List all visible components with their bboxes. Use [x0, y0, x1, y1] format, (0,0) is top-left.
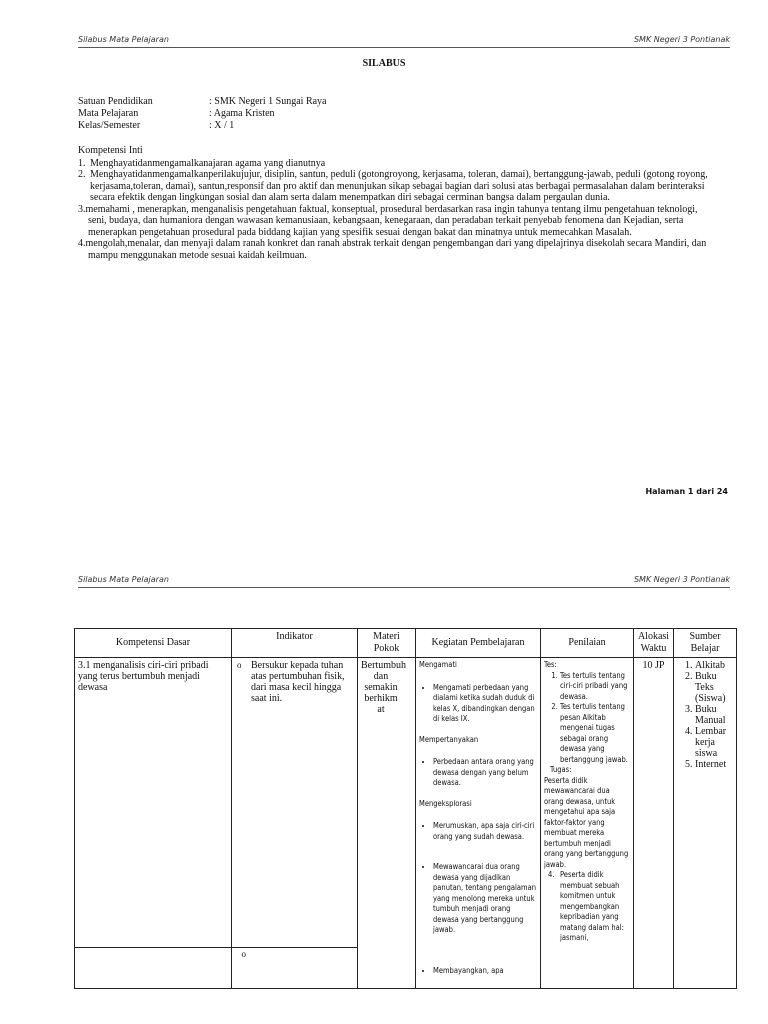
assessment-heading: Tugas: [550, 765, 572, 774]
header-left: Silabus Mata Pelajaran [78, 575, 169, 584]
assessment-text: Peserta didik mewawancarai dua orang dewasa, untuk mengetahui apa saja faktor-faktor yang membuat mereka bertumbuh menjadi orang yang bertanggung jawab. [544, 775, 629, 869]
ki-item [78, 169, 718, 204]
kd-cell [75, 658, 232, 989]
list-item: • Mengamati perbedaan yang dialami ketika sudah duduk di kelas X, dibandingkan dengan di kelas IX. [433, 683, 537, 725]
meta-key: Mata Pelajaran [78, 108, 139, 119]
indikator-cell [232, 658, 358, 989]
list-item: • Membayangkan, apa [433, 966, 537, 977]
syllabus-table [74, 628, 737, 989]
list-item: 1. Alkitab [695, 660, 733, 671]
meta-value: : Agama Kristen [209, 108, 275, 119]
activity-heading: Mempertanyakan [419, 734, 479, 744]
kegiatan-cell [416, 658, 541, 989]
penilaian-cell [541, 658, 634, 989]
ki-text: Menghayatidanmengamalkanperilakujujur, disiplin, santun, peduli (gotongroyong, kerjasama, toleran, damai), bertanggung-jawab, peduli (gotong royong, kerjasama,toleran, damai), santun,responsif dan pro aktif dan menunjukan sikap sebagai bagian dari solusi atas berbagai permasalahan dalam berinteraksi secara efektik dengan lingkungan sosial dan alam serta dalam menempatkan diri sebagai cerminan bangsa dalam pergaulan dunia. [90, 169, 708, 203]
kompetensi-inti [78, 145, 718, 261]
list-item: 4. Lembar kerja siswa [695, 726, 733, 759]
materi-text: Bertumbuh dan semakin berhikm at [361, 660, 406, 715]
kd-text: 3.1 menganalisis ciri-ciri pribadi yang terus bertumbuh menjadi dewasa [78, 660, 209, 693]
circle-bullet-icon: o [237, 660, 242, 670]
page-number: Halaman 1 dari 24 [645, 487, 728, 496]
circle-bullet-icon: o [241, 948, 246, 959]
ki-text: Menghayatidanmengamalkanajaran agama yang dianutnya [90, 157, 326, 169]
list-item: • Merumuskan, apa saja ciri-ciri orang yang sudah dewasa. [433, 821, 537, 842]
col-header: Sumber Belajar [674, 629, 737, 658]
list-item: 1. Tes tertulis tentang ciri-ciri pribadi yang dewasa. [560, 671, 630, 703]
row-divider [75, 947, 232, 948]
ki-number: 2. [78, 169, 86, 180]
col-header: Kegiatan Pembelajaran [416, 629, 541, 658]
list-item: 2. Tes tertulis tentang pesan Alkitab mengenai tugas sebagai orang dewasa yang bertanggung jawab. [560, 702, 630, 765]
list-item: 2. Buku Teks (Siswa) [695, 671, 733, 704]
page-header-2 [78, 573, 730, 588]
list-item: • Mewawancarai dua orang dewasa yang dijadikan panutan, tentang pengalaman yang menolong mereka untuk tumbuh menjadi orang dewasa yang bertanggung jawab. [433, 862, 537, 936]
col-header: Penilaian [541, 629, 634, 658]
list-item: 4. Peserta didik membuat sebuah komitmen untuk mengembangkan kepribadian yang matang dalam hal: jasmani, [548, 870, 624, 942]
document-title: SILABUS [362, 58, 406, 69]
ki-heading: Kompetensi Inti [78, 145, 143, 156]
assessment-heading: Tes: [544, 660, 557, 669]
sumber-cell [674, 658, 737, 989]
ki-item: 4.mengolah,menalar, dan menyaji dalam ranah konkret dan ranah abstrak terkait dengan pengembangan dari yang dipelajrinya disekolah secara Mandiri, dan mampu menggunakan metode sesuai kaidah keilmuan. [78, 238, 707, 261]
col-header: Kompetensi Dasar [75, 629, 232, 658]
table-header-row [75, 629, 737, 658]
list-item: o Bersukur kepada tuhan atas pertumbuhan fisik, dari masa kecil hingga saat ini. [237, 660, 345, 704]
meta-value: : SMK Negeri 1 Sungai Raya [209, 96, 327, 107]
page-header [78, 33, 730, 48]
meta-key: Kelas/Semester [78, 120, 141, 131]
list-item: 3. Buku Manual [695, 704, 733, 726]
list-item: • Perbedaan antara orang yang dewasa dengan yang belum dewasa. [433, 757, 537, 789]
col-header: Alokasi Waktu [634, 629, 674, 658]
alokasi-cell: 10 JP [634, 658, 674, 989]
ki-item [78, 158, 718, 170]
header-left: Silabus Mata Pelajaran [78, 35, 169, 44]
materi-cell [358, 658, 416, 989]
list-item: 5. Internet [695, 759, 733, 770]
ki-item: 3.memahami , menerapkan, menganalisis pengetahuan faktual, konseptual, prosedural berdasarkan rasa ingin tahunya tentang ilmu pengetahuan teknologi, seni, budaya, dan humaniora dengan wawasan kemanusiaan, kebangsaan, kenegaraan, dan peradaban terkait penyebab fenomena dan Kejadian, serta menerapkan pengetahuan prosedural pada biddang kajian yang spesifik sesuai dengan bakat dan minatnya untuk memecahkan Masalah. [78, 203, 698, 238]
ki-number: 1. [78, 157, 86, 169]
meta-value: : X / 1 [209, 120, 235, 131]
meta-key: Satuan Pendidikan [78, 96, 153, 107]
row-divider [232, 947, 358, 948]
col-header: Indikator [232, 629, 358, 658]
header-right: SMK Negeri 3 Pontianak [633, 35, 730, 44]
activity-heading: Mengeksplorasi [419, 798, 472, 808]
table-row [75, 658, 737, 989]
header-right: SMK Negeri 3 Pontianak [633, 575, 730, 584]
activity-heading: Mengamati [419, 660, 457, 669]
col-header: Materi Pokok [358, 629, 416, 658]
